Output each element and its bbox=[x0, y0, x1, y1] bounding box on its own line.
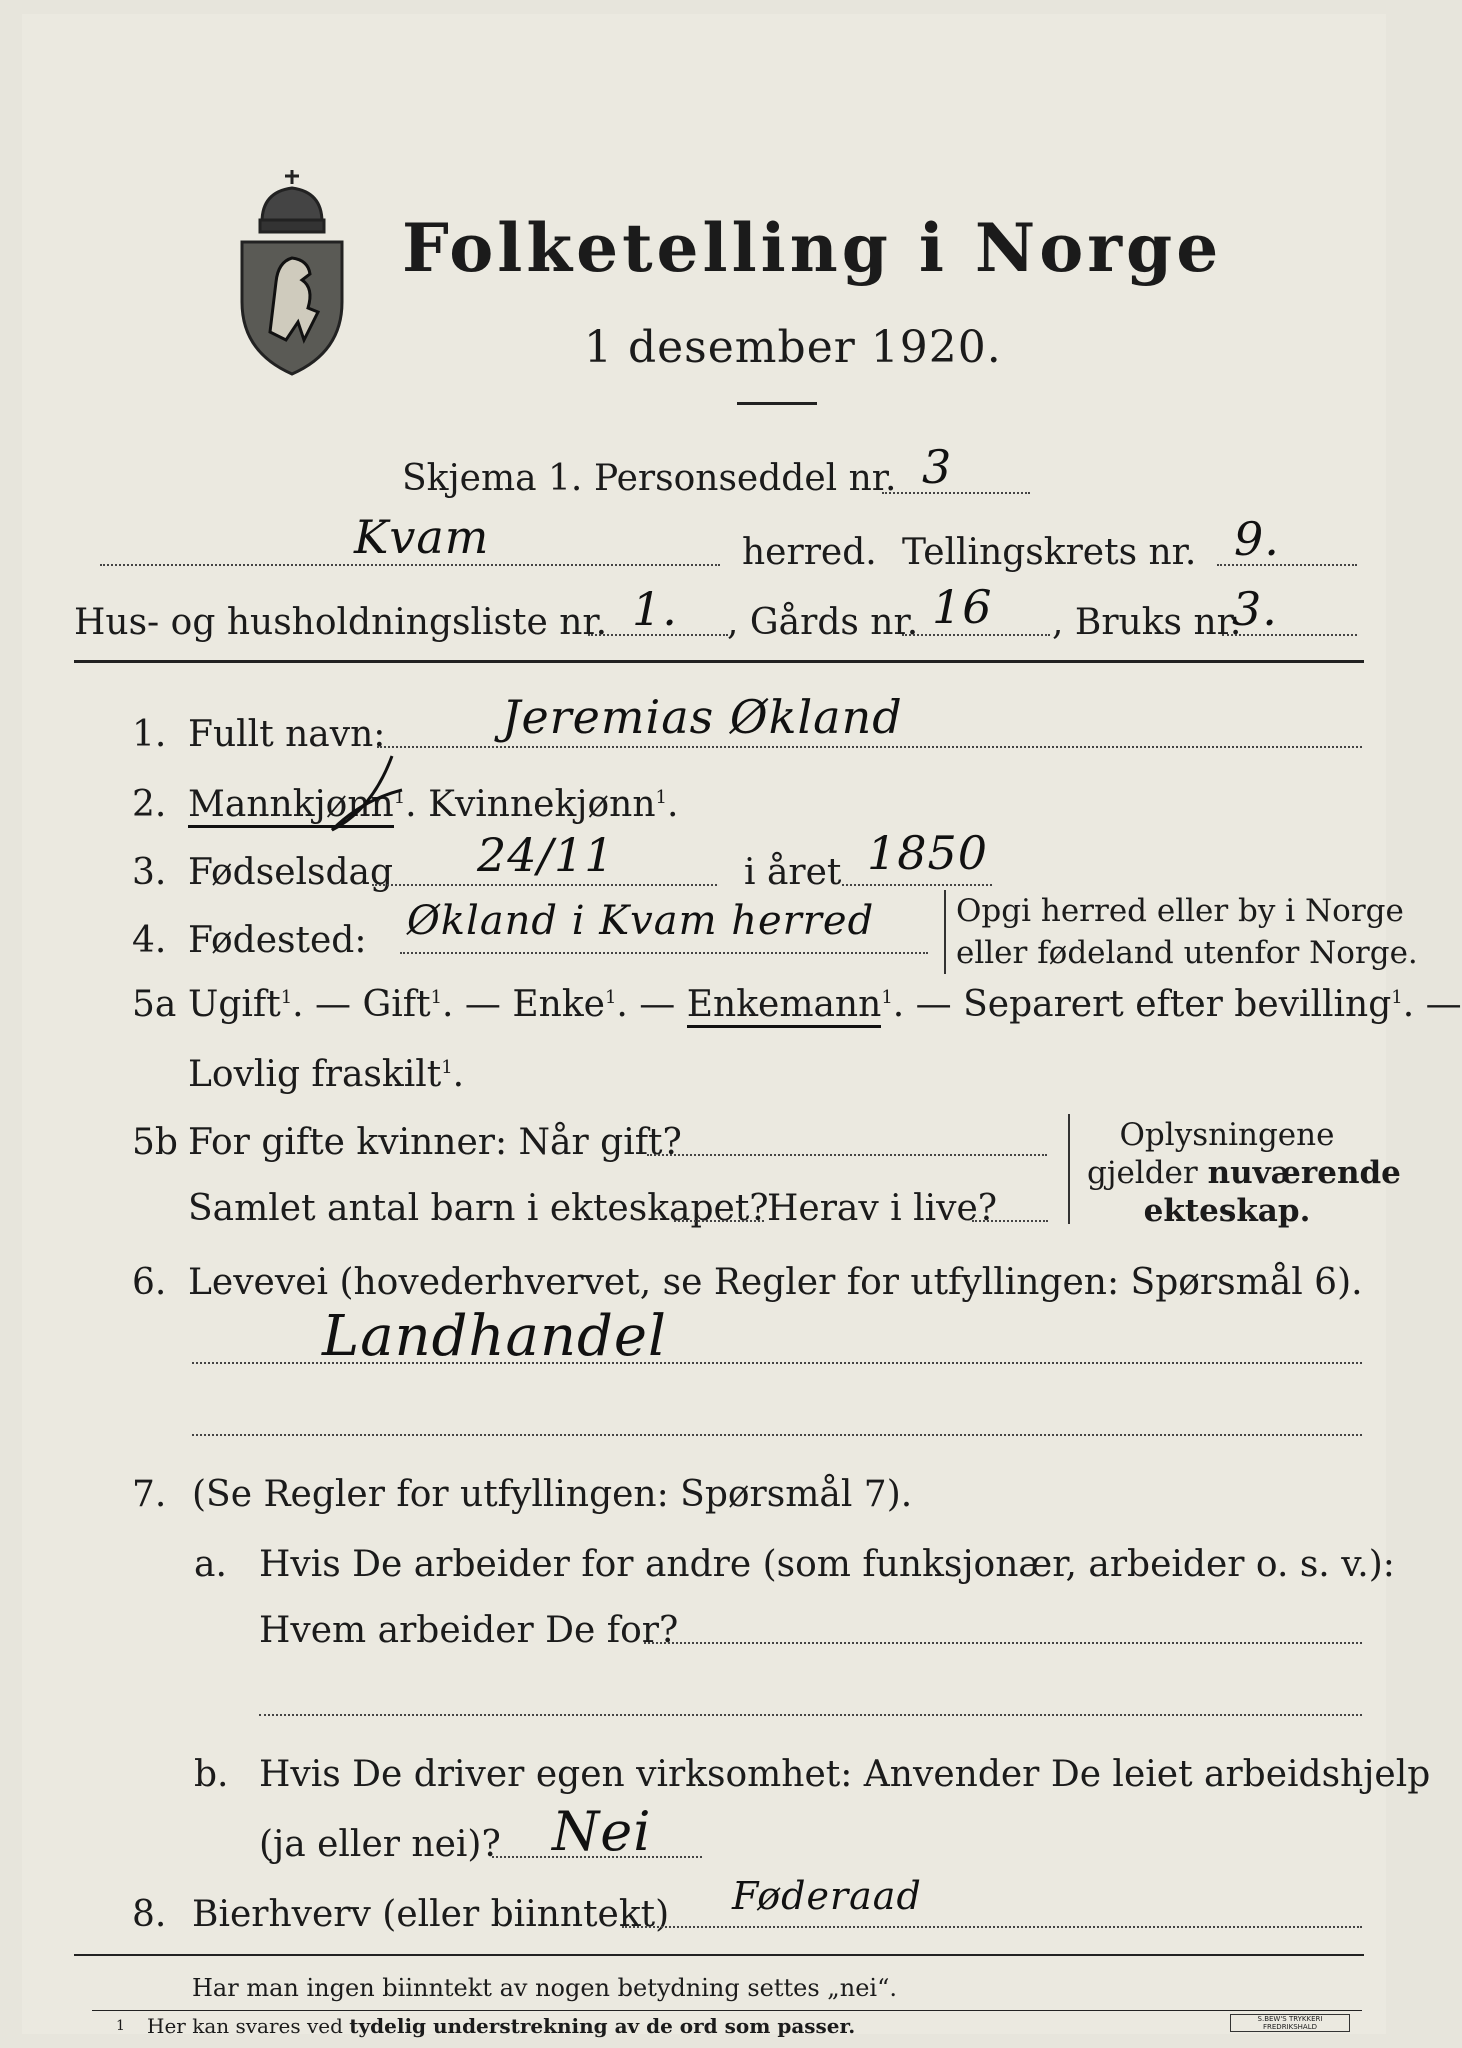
q3-number: 3. bbox=[132, 852, 167, 893]
q6-number: 6. bbox=[132, 1262, 167, 1303]
q7a-letter: a. bbox=[194, 1544, 227, 1585]
q3-year-label: i året bbox=[744, 852, 842, 893]
title-divider bbox=[737, 402, 817, 405]
gards-value[interactable]: 16 bbox=[932, 580, 993, 634]
q5b-number: 5b bbox=[132, 1122, 178, 1163]
gender-female-option[interactable]: Kvinnekjønn bbox=[428, 784, 656, 825]
q1-label: Fullt navn: bbox=[188, 714, 386, 755]
gards-label: , Gårds nr. bbox=[727, 602, 919, 643]
marital-separert-option[interactable]: Separert efter bevilling bbox=[963, 984, 1392, 1025]
full-name-value[interactable]: Jeremias Økland bbox=[502, 690, 903, 744]
personseddel-label: Personseddel nr. bbox=[594, 458, 897, 499]
marital-lovlig-line: Lovlig fraskilt$^1$. bbox=[188, 1054, 465, 1095]
section-divider bbox=[74, 660, 1364, 663]
form-title: Folketelling i Norge bbox=[402, 209, 1223, 287]
husliste-value[interactable]: 1. bbox=[632, 582, 678, 636]
q4-label: Fødested: bbox=[188, 920, 367, 961]
marital-lovlig-option[interactable]: Lovlig fraskilt bbox=[188, 1054, 442, 1095]
footer-divider bbox=[74, 1954, 1364, 1956]
marital-gift-option[interactable]: Gift bbox=[362, 984, 431, 1025]
occupation-value[interactable]: Landhandel bbox=[322, 1304, 667, 1369]
birthplace-value[interactable]: Økland i Kvam herred bbox=[407, 898, 875, 944]
q2-number: 2. bbox=[132, 784, 167, 825]
footer-note: Har man ingen biinntekt av nogen betydning settes „nei“. bbox=[192, 1974, 897, 2002]
herred-label: herred. bbox=[742, 532, 877, 573]
marital-ugift-option[interactable]: Ugift bbox=[188, 984, 281, 1025]
employer-field[interactable] bbox=[644, 1642, 1362, 1644]
q5b-children-label: Samlet antal barn i ekteskapet? bbox=[188, 1188, 769, 1229]
marital-enke-option[interactable]: Enke bbox=[512, 984, 605, 1025]
occupation-extra-field[interactable] bbox=[192, 1434, 1362, 1436]
gender-options: Mannkjønn$^1$. Kvinnekjønn$^1$. bbox=[188, 784, 678, 825]
hired-help-value[interactable]: Nei bbox=[552, 1800, 652, 1863]
q5b-label: For gifte kvinner: Når gift? bbox=[188, 1122, 682, 1163]
handwritten-mark-icon bbox=[312, 750, 412, 840]
q7b-label: Hvis De driver egen virksomhet: Anvender De leiet arbeidshjelp bbox=[259, 1754, 1431, 1795]
side-income-value[interactable]: Føderaad bbox=[732, 1874, 922, 1918]
q4-number: 4. bbox=[132, 920, 167, 961]
q8-label: Bierhverv (eller biinntekt) bbox=[192, 1894, 670, 1935]
married-when-field[interactable] bbox=[647, 1154, 1047, 1156]
birth-day-value[interactable]: 24/11 bbox=[477, 828, 615, 882]
marital-options: Ugift$^1$. — Gift$^1$. — Enke$^1$. — Enkemann$^1$. — Separert efter bevilling$^1$. — bbox=[188, 984, 1462, 1025]
printer-mark: S.BEW'S TRYKKERI FREDRIKSHALD bbox=[1230, 2014, 1350, 2032]
q5b-note: Oplysningene gjelder nuværende ekteskap. bbox=[1087, 1117, 1401, 1229]
children-total-field[interactable] bbox=[674, 1220, 764, 1222]
q3-label: Fødselsdag bbox=[188, 852, 394, 893]
q7b-yesno-label: (ja eller nei)? bbox=[259, 1824, 501, 1865]
birthplace-note: Opgi herred eller by i Norge eller fødeland utenfor Norge. bbox=[944, 890, 1418, 974]
tellingskrets-value[interactable]: 9. bbox=[1234, 512, 1280, 566]
footnote-number: 1 bbox=[116, 2018, 125, 2034]
q7b-letter: b. bbox=[194, 1754, 229, 1795]
footnote-text: Her kan svares ved tydelig understrekning av de ord som passer. bbox=[147, 2014, 856, 2038]
marital-enkemann-option[interactable]: Enkemann bbox=[687, 984, 882, 1028]
gender-male-option[interactable]: Mannkjønn bbox=[188, 784, 394, 828]
tellingskrets-label: Tellingskrets nr. bbox=[902, 532, 1197, 573]
q5a-number: 5a bbox=[132, 984, 177, 1025]
children-alive-field[interactable] bbox=[972, 1220, 1048, 1222]
herred-value[interactable]: Kvam bbox=[354, 510, 490, 564]
q1-number: 1. bbox=[132, 714, 167, 755]
bruks-label: , Bruks nr. bbox=[1052, 602, 1242, 643]
q7-number: 7. bbox=[132, 1474, 167, 1515]
q7a-label: Hvis De arbeider for andre (som funksjonær, arbeider o. s. v.): bbox=[259, 1544, 1395, 1585]
q7a-employer-label: Hvem arbeider De for? bbox=[259, 1610, 679, 1651]
form-date: 1 desember 1920. bbox=[584, 322, 1002, 373]
census-form bbox=[22, 14, 1462, 2038]
personseddel-value[interactable]: 3 bbox=[922, 440, 953, 494]
employer-extra-field[interactable] bbox=[259, 1714, 1362, 1716]
skjema-label: Skjema 1. bbox=[402, 458, 583, 499]
q5b-alive-label: Herav i live? bbox=[767, 1188, 998, 1229]
q7-label: (Se Regler for utfyllingen: Spørsmål 7). bbox=[192, 1474, 913, 1515]
q8-number: 8. bbox=[132, 1894, 167, 1935]
husliste-label: Hus- og husholdningsliste nr. bbox=[74, 602, 608, 643]
birth-year-value[interactable]: 1850 bbox=[867, 826, 989, 880]
coat-of-arms-icon bbox=[232, 162, 352, 382]
bruks-value[interactable]: 3. bbox=[1232, 582, 1278, 636]
q6-label: Levevei (hovederhvervet, se Regler for utfyllingen: Spørsmål 6). bbox=[188, 1262, 1363, 1303]
